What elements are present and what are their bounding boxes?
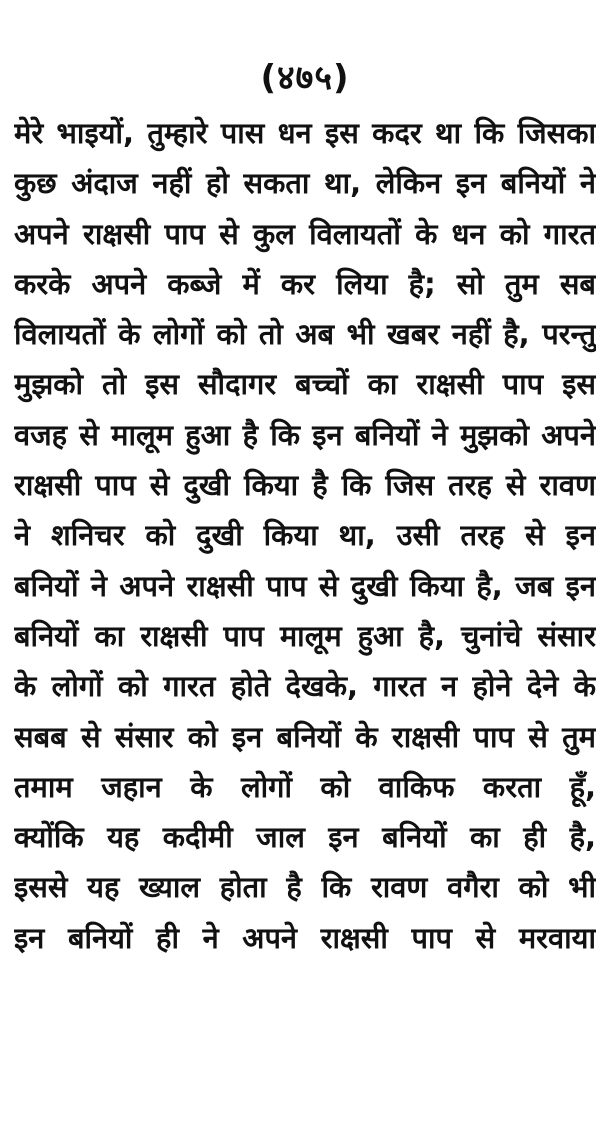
text-line: विलायतों के लोगों को तो अब भी खबर नहीं है, परन्तु [14,317,596,352]
text-line: मेरे भाइयों, तुम्हारे पास धन इस कदर था कि जिसका [14,116,596,150]
text-line: बनियों का राक्षसी पाप मालूम हुआ है, चुनांचे संसार [14,618,596,653]
text-line: करके अपने कब्जे में कर लिया है; सो तुम सब [14,266,596,301]
text-line: के लोगों को गारत होते देखके, गारत न होने देने के [14,669,596,704]
page-number: (४७५) [260,58,350,98]
text-line: वजह से मालूम हुआ है कि इन बनियों ने मुझको अपने [14,417,596,452]
text-line: इन बनियों ही ने अपने राक्षसी पाप से मरवाया [14,920,596,955]
text-line: राक्षसी पाप से दुखी किया है कि जिस तरह से रावण [14,468,596,503]
text-line: बनियों ने अपने राक्षसी पाप से दुखी किया है, जब इन [14,568,596,603]
text-line: कुछ अंदाज नहीं हो सकता था, लेकिन इन बनियों ने [14,166,596,201]
body-text [14,108,596,963]
text-line: मुझको तो इस सौदागर बच्चों का राक्षसी पाप इस [14,367,596,402]
text-line: तमाम जहान के लोगों को वाकिफ करता हूँ, [14,769,596,804]
text-line: क्योंकि यह कदीमी जाल इन बनियों का ही है, [14,820,596,855]
text-line: अपने राक्षसी पाप से कुल विलायतों के धन को गारत [14,216,596,251]
text-line: इससे यह ख्याल होता है कि रावण वगैरा को भी [14,870,596,905]
text-line: ने शनिचर को दुखी किया था, उसी तरह से इन [14,518,596,553]
text-line: सबब से संसार को इन बनियों के राक्षसी पाप से तुम [14,719,596,754]
